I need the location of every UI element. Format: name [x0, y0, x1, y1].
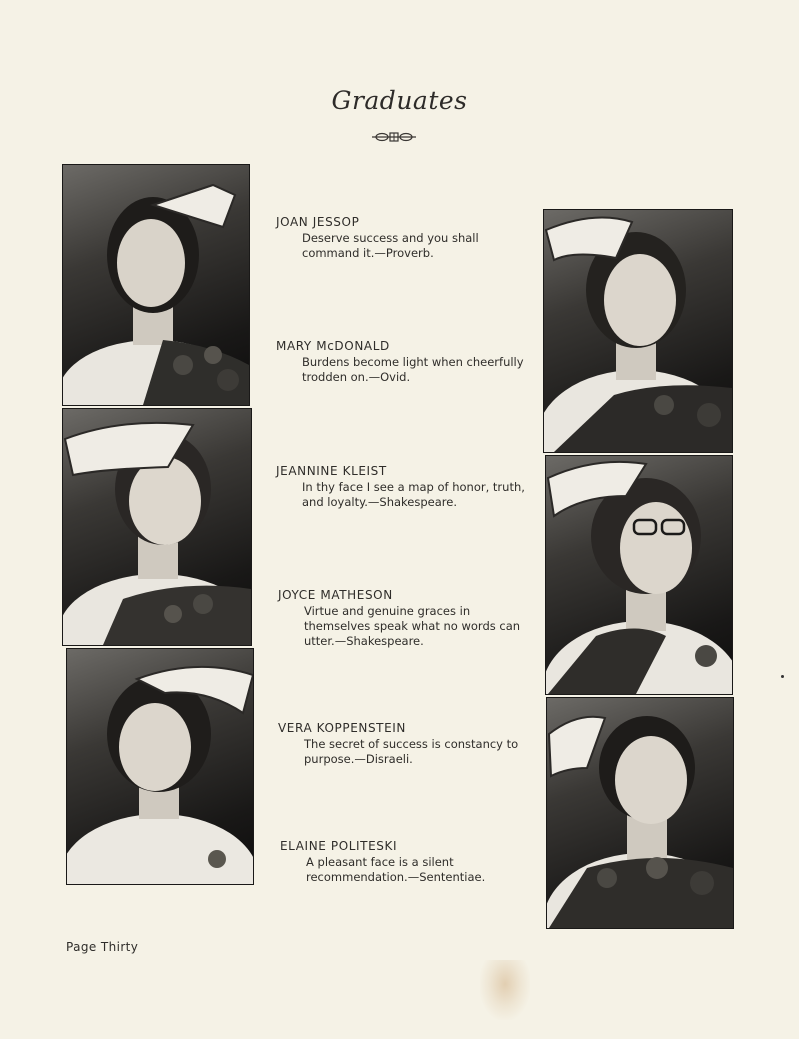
graduate-portrait-elaine-politeski — [546, 697, 734, 929]
speck-mark — [781, 675, 784, 678]
graduate-name: JOYCE MATHESON — [278, 588, 393, 602]
graduate-entry — [276, 464, 527, 510]
ornament-divider-icon — [370, 131, 418, 143]
page-title: Graduates — [331, 86, 468, 115]
graduate-portrait-vera-koppenstein — [66, 648, 254, 885]
graduate-entry — [280, 839, 531, 885]
graduate-name: ELAINE POLITESKI — [280, 839, 398, 853]
graduate-quote: Virtue and genuine graces in themselves speak what no words can utter.—Shakespeare. — [304, 604, 521, 648]
graduate-name: VERA KOPPENSTEIN — [278, 721, 407, 735]
graduate-portrait-joan-jessop — [62, 164, 250, 406]
graduate-quote: Deserve success and you shall command it.—Proverb. — [302, 231, 479, 260]
graduate-portrait-mary-mcdonald — [543, 209, 733, 453]
graduate-entry — [276, 339, 527, 385]
graduate-entry — [278, 721, 529, 767]
graduate-quote: The secret of success is constancy to purpose.—Disraeli. — [304, 737, 519, 766]
graduate-quote: In thy face I see a map of honor, truth, and loyalty.—Shakespeare. — [302, 480, 525, 509]
graduate-portrait-joyce-matheson — [545, 455, 733, 695]
graduate-entry — [276, 215, 527, 261]
graduate-name: MARY McDONALD — [276, 339, 390, 353]
graduate-portrait-jeannine-kleist — [62, 408, 252, 646]
page-number: Page Thirty — [66, 940, 139, 954]
graduate-name: JOAN JESSOP — [276, 215, 360, 229]
graduate-quote: A pleasant face is a silent recommendation.—Sententiae. — [306, 855, 486, 884]
graduate-quote: Burdens become light when cheerfully trodden on.—Ovid. — [302, 355, 524, 384]
graduate-name: JEANNINE KLEIST — [276, 464, 387, 478]
graduate-entry — [278, 588, 529, 649]
paper-stain — [480, 960, 530, 1020]
